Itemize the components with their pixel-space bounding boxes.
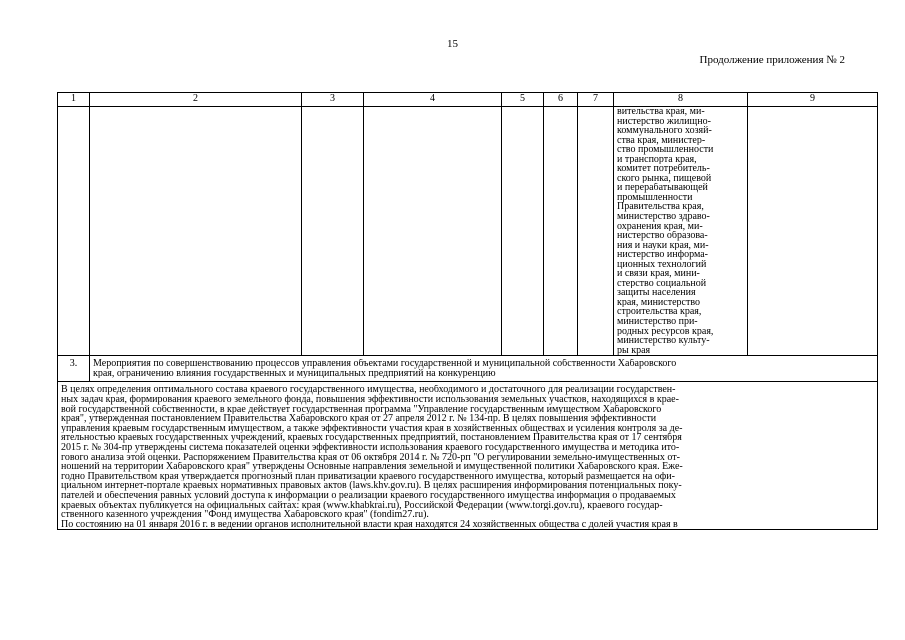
- text-line: края", утвержденная постановлением Правительства Хабаровского края от 27 апреля 2012 г. № 134-пр. В целях повышения эффективности: [61, 414, 657, 424]
- table-cell: [578, 107, 614, 356]
- text-line: ственного казенного учреждения "Фонд имущества Хабаровского края" (fondim27.ru).: [61, 510, 429, 520]
- text-line: пателей и обеспечения равных условий доступа к информации о реализации краевого государственного имущества информация о продаваемых: [61, 490, 676, 501]
- column-header: 9: [748, 93, 878, 107]
- cell-line: нистерство информа-: [617, 250, 708, 260]
- text-line: управления краевым государственным имуществом, а также эффективности участия края в хозяйственных обществах и усиления контроля за де-: [61, 423, 683, 434]
- text-line: ных задач края, формирования краевого земельного фонда, повышения эффективности использования земельных участков, находящихся в крае-: [61, 395, 679, 405]
- cell-line: родных ресурсов края,: [617, 326, 714, 337]
- cell-line: нистерство жилищно-: [617, 116, 711, 127]
- cell-line: Правительства края,: [617, 202, 704, 213]
- cell-line: края, министерство: [617, 297, 700, 308]
- column-header: 3: [302, 93, 364, 107]
- cell-line: ры края: [617, 345, 651, 356]
- cell-line: охранения края, ми-: [617, 221, 703, 232]
- text-line: циальном интернет-портале краевых нормативных правовых актов (laws.khv.gov.ru). В целях расширения информирования потенциальных поку-: [61, 481, 682, 491]
- section-title: [90, 356, 878, 382]
- cell-line: министерство здраво-: [617, 212, 710, 222]
- table-cell: [502, 107, 544, 356]
- table-cell: [544, 107, 578, 356]
- column-header: 2: [90, 93, 302, 107]
- table-cell: [58, 107, 90, 356]
- page-number: 15: [447, 38, 458, 50]
- cell-line: вительства края, ми-: [617, 107, 705, 117]
- table-cell: [748, 107, 878, 356]
- cell-line: и транспорта края,: [617, 154, 697, 165]
- column-header: 6: [544, 93, 578, 107]
- text-line: 2015 г. № 304-пр утверждены система показателей оценки эффективности использования краевого государственного имущества и методика ито-: [61, 442, 680, 453]
- cell-line: ского рынка, пищевой: [617, 173, 712, 184]
- executors-cell: [614, 107, 748, 356]
- cell-line: и перерабатывающей: [617, 183, 708, 193]
- table-cell: [364, 107, 502, 356]
- cell-line: комитет потребитель-: [617, 164, 710, 174]
- column-header: 8: [614, 93, 748, 107]
- cell-line: стерство социальной: [617, 278, 707, 289]
- cell-line: министерство культу-: [617, 336, 710, 346]
- cell-line: защиты населения: [617, 288, 696, 298]
- cell-line: ство промышленности: [617, 145, 714, 155]
- text-line: вой государственной собственности, в крае действует государственная программа "Управление государственным имуществом Хабаровского: [61, 404, 662, 415]
- section-title-line: Мероприятия по совершенствованию процессов управления объектами государственной и муниципальной собственности Хабаровского: [93, 359, 677, 369]
- text-row: [58, 382, 878, 530]
- table-row: [58, 107, 878, 356]
- column-header: 5: [502, 93, 544, 107]
- appendix-label: Продолжение приложения № 2: [699, 54, 845, 66]
- cell-line: нистерство образова-: [617, 231, 708, 241]
- table-header-row: [58, 93, 878, 107]
- section-text: [58, 382, 878, 530]
- cell-line: строительства края,: [617, 307, 702, 318]
- cell-line: коммунального хозяй-: [617, 126, 712, 136]
- cell-line: министерство при-: [617, 317, 698, 327]
- column-header: 4: [364, 93, 502, 107]
- text-line: краевых объектах публикуется на официальных сайтах: края (www.khabkrai.ru), Российской Федерации (www.torgi.gov.ru), краевого государ-: [61, 500, 663, 511]
- text-line: ношений на территории Хабаровского края" утверждены Основные направления земельной и имущественной политики Хабаровского края. Еже-: [61, 462, 683, 472]
- text-line: По состоянию на 01 января 2016 г. в ведении органов исполнительной власти края находятся 24 хозяйственных общества с долей участия края в: [61, 519, 678, 530]
- column-header: 1: [58, 93, 90, 107]
- text-line: В целях определения оптимального состава краевого государственного имущества, необходимого и достаточного для реализации государствен-: [61, 385, 676, 395]
- cell-line: ства края, министер-: [617, 135, 706, 146]
- text-line: ятельностью краевых государственных учреждений, краевых государственных предприятий, постановлением Правительства края от 17 сентября: [61, 433, 682, 443]
- text-line: гового анализа этой оценки. Распоряжением Правительства края от 06 октября 2014 г. № 720-рп "О регулировании земельно-имущественных от-: [61, 452, 680, 463]
- section-number: 3.: [58, 356, 90, 382]
- table-cell: [302, 107, 364, 356]
- cell-line: ционных технологий: [617, 259, 707, 270]
- cell-line: и связи края, мини-: [617, 269, 700, 279]
- cell-line: промышленности: [617, 192, 693, 203]
- section-title-line: края, ограничению влияния государственных и муниципальных предприятий на конкуренцию: [93, 368, 496, 379]
- section-row: [58, 356, 878, 382]
- measures-table: [57, 92, 878, 530]
- column-header: 7: [578, 93, 614, 107]
- text-line: годно Правительством края утверждается прогнозный план приватизации краевого государственного имущества, который размещается на офи-: [61, 471, 675, 482]
- cell-line: ния и науки края, ми-: [617, 240, 709, 251]
- table-cell: [90, 107, 302, 356]
